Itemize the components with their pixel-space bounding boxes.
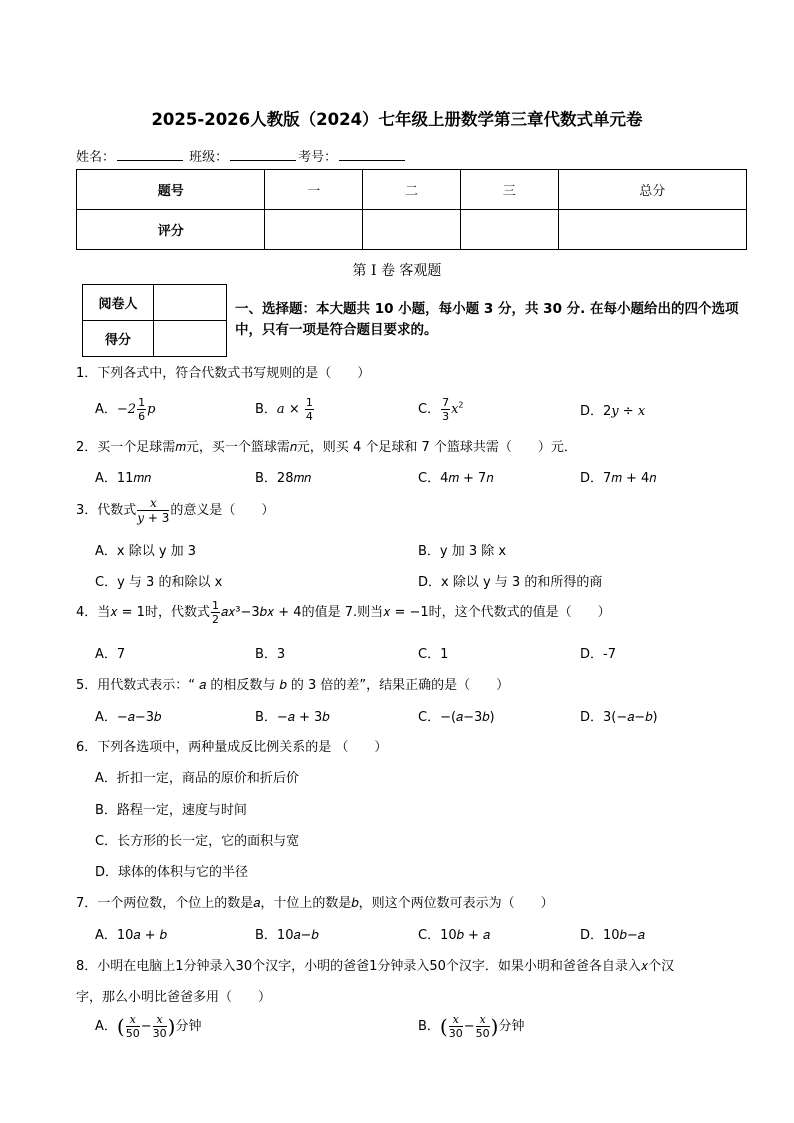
section-title: 第 I 卷 客观题 <box>352 263 442 279</box>
option-label: D． <box>580 404 604 419</box>
class-label: 班级： <box>189 150 229 165</box>
score-header-1: 一 <box>265 170 363 210</box>
option-label: A． <box>95 402 117 417</box>
q2-option-d[interactable]: D．7𝑚 + 4𝑛 <box>580 471 657 486</box>
q5-option-a[interactable]: A．−𝑎−3𝑏 <box>95 710 162 725</box>
student-info-line <box>76 146 407 165</box>
q1-option-c[interactable]: C． $\frac{7}{3}$ $x^2$ <box>418 396 464 423</box>
unit-text: 分钟 <box>498 1019 525 1034</box>
question-6-stem: 6．下列各选项中，两种量成反比例关系的是 （ ） <box>76 740 388 755</box>
reviewer-label: 阅卷人 <box>83 285 154 321</box>
stem-text: 的意义是（ ） <box>170 503 275 518</box>
question-5-stem: 5．用代数式表示：“ 𝑎 的相反数与 𝑏 的 3 倍的差”，结果正确的是（ ） <box>76 678 510 693</box>
score-cell[interactable] <box>460 210 558 250</box>
q3-option-b[interactable]: B．y 加 3 除 x <box>418 544 507 559</box>
q4-option-c[interactable]: C．1 <box>418 647 449 662</box>
score-cell[interactable] <box>363 210 461 250</box>
score-input-cell[interactable] <box>154 321 227 357</box>
q8-option-b[interactable]: B．( $\frac{x}{30}$ − $\frac{x}{50}$ )分钟 <box>418 1013 525 1040</box>
score-row-label: 评分 <box>77 210 265 250</box>
score-cell[interactable] <box>265 210 363 250</box>
reviewer-table <box>82 284 227 357</box>
score-cell[interactable] <box>558 210 746 250</box>
q1-option-a[interactable]: A．−2 $\frac{1}{6}$ p <box>95 396 156 423</box>
question-2-stem: 2．买一个足球需𝑚元，买一个篮球需𝑛元，则买 4 个足球和 7 个篮球共需（ ）元． <box>76 440 577 455</box>
part-heading: 一、选择题：本大题共 10 小题，每小题 3 分，共 30 分. 在每小题给出的四个选项中，只有一项是符合题目要求的。 <box>235 301 739 338</box>
q3-option-a[interactable]: A．x 除以 y 加 3 <box>95 544 197 559</box>
q5-option-c[interactable]: C．−(𝑎−3𝑏) <box>418 710 495 725</box>
q8-option-a[interactable]: A．( $\frac{x}{50}$ − $\frac{x}{30}$ )分钟 <box>95 1013 202 1040</box>
q6-option-a[interactable]: A．折扣一定，商品的原价和折后价 <box>95 771 299 786</box>
option-label: B． <box>255 402 277 417</box>
score-header-0: 题号 <box>77 170 265 210</box>
q6-option-b[interactable]: B．路程一定，速度与时间 <box>95 803 247 818</box>
name-blank[interactable] <box>117 148 183 161</box>
q2-option-b[interactable]: B．28𝑚𝑛 <box>255 471 311 486</box>
option-label: C． <box>418 402 441 417</box>
q7-option-d[interactable]: D．10𝑏−𝑎 <box>580 928 645 943</box>
q3-option-c[interactable]: C．y 与 3 的和除以 x <box>95 575 223 590</box>
class-blank[interactable] <box>230 148 296 161</box>
stem-text: 4．当𝑥 = 1时，代数式 <box>76 605 210 620</box>
stem-text: 3．代数式 <box>76 503 137 518</box>
q7-option-c[interactable]: C．10𝑏 + 𝑎 <box>418 928 491 943</box>
q4-option-a[interactable]: A．7 <box>95 647 126 662</box>
q4-option-b[interactable]: B．3 <box>255 647 286 662</box>
page-title: 2025-2026人教版（2024）七年级上册数学第三章代数式单元卷 <box>151 110 643 129</box>
q7-option-a[interactable]: A．10𝑎 + 𝑏 <box>95 928 167 943</box>
unit-text: 分钟 <box>175 1019 202 1034</box>
name-label: 姓名： <box>76 150 116 165</box>
stem-text: 𝑎𝑥³−3𝑏𝑥 + 4的值是 7.则当𝑥 = −1时，这个代数式的值是（ ） <box>220 605 611 620</box>
q6-option-c[interactable]: C．长方形的长一定，它的面积与宽 <box>95 834 300 849</box>
score-table <box>76 169 747 250</box>
score-header-3: 三 <box>460 170 558 210</box>
question-8-stem-line1: 8．小明在电脑上1分钟录入30个汉字，小明的爸爸1分钟录入50个汉字．如果小明和爸爸各自录入𝑥个汉 <box>76 959 675 974</box>
reviewer-cell[interactable] <box>154 285 227 321</box>
exam-blank[interactable] <box>339 148 405 161</box>
q7-option-b[interactable]: B．10𝑎−𝑏 <box>255 928 319 943</box>
q2-option-c[interactable]: C．4𝑚 + 7𝑛 <box>418 471 494 486</box>
score-label: 得分 <box>83 321 154 357</box>
q2-option-a[interactable]: A．11𝑚𝑛 <box>95 471 151 486</box>
q6-option-d[interactable]: D．球体的体积与它的半径 <box>95 865 249 880</box>
question-7-stem: 7．一个两位数，个位上的数是𝑎，十位上的数是𝑏，则这个两位数可表示为（ ） <box>76 896 554 911</box>
q3-option-d[interactable]: D．x 除以 y 与 3 的和所得的商 <box>418 575 603 590</box>
q5-option-d[interactable]: D．3(−𝑎−𝑏) <box>580 710 658 725</box>
score-header-4: 总分 <box>558 170 746 210</box>
q1-option-d[interactable]: D．2y ÷ x <box>580 404 646 419</box>
exam-label: 考号： <box>298 150 338 165</box>
q4-option-d[interactable]: D．-7 <box>580 647 616 662</box>
q1-option-b[interactable]: B．a × $\frac{1}{4}$ <box>255 396 313 423</box>
question-1-stem: 1．下列各式中，符合代数式书写规则的是（ ） <box>76 366 371 381</box>
option-label: A． <box>95 1019 117 1034</box>
question-4-stem: 4．当𝑥 = 1时，代数式 $\frac{1}{2}$ 𝑎𝑥³−3𝑏𝑥 + 4的值是 7.则当𝑥 = −1时，这个代数式的值是（ ） <box>76 599 611 626</box>
question-3-stem: 3．代数式 $\frac{x}{y + 3}$ 的意义是（ ） <box>76 496 275 525</box>
q5-option-b[interactable]: B．−𝑎 + 3𝑏 <box>255 710 330 725</box>
score-header-2: 二 <box>363 170 461 210</box>
option-label: B． <box>418 1019 440 1034</box>
question-8-stem-line2: 字，那么小明比爸爸多用（ ） <box>76 990 272 1005</box>
